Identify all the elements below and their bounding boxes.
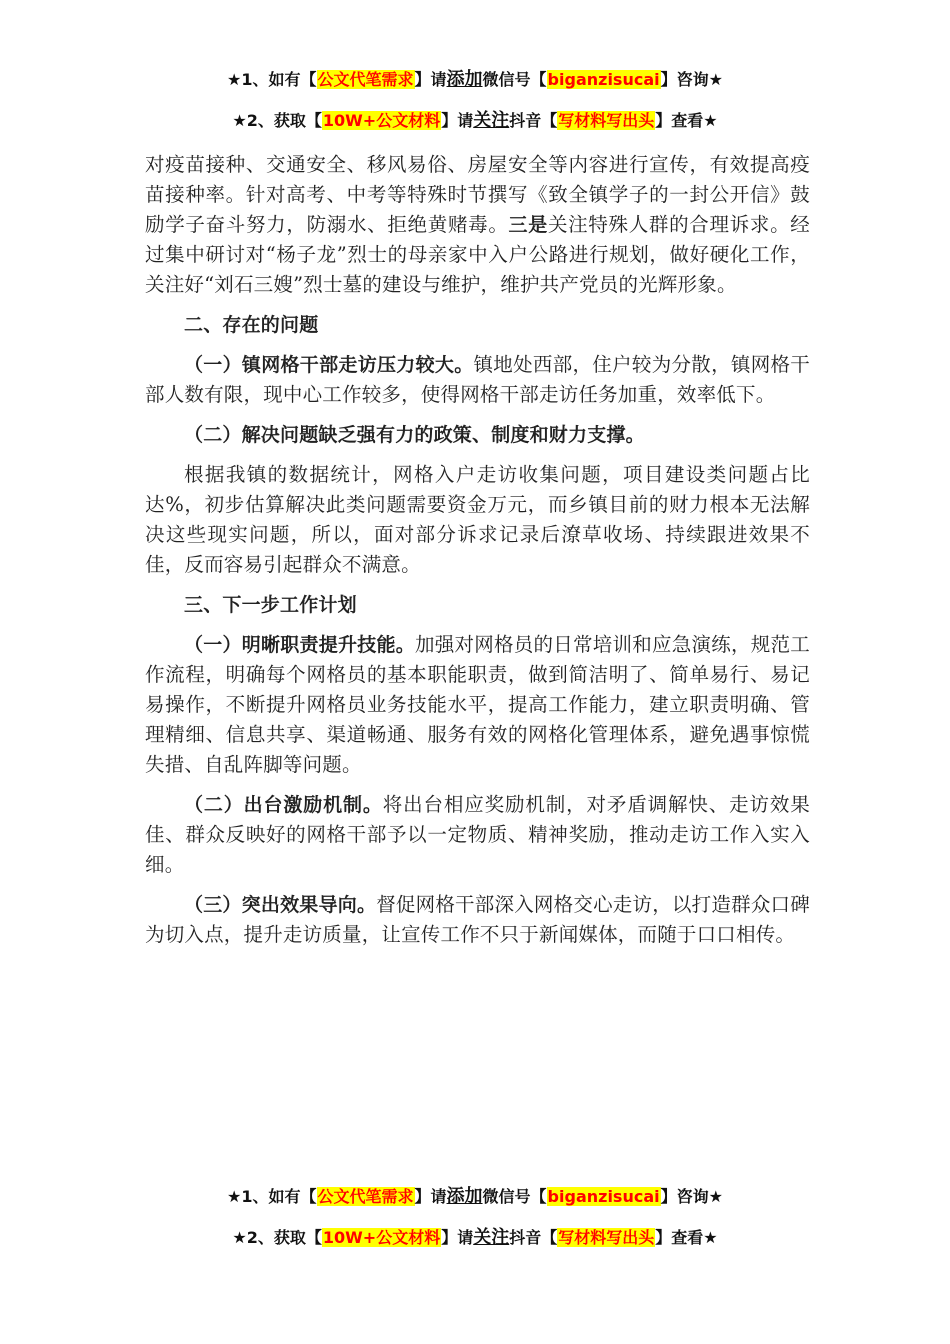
highlight-service: 公文代笔需求 xyxy=(317,1187,414,1206)
problem-item-1 xyxy=(145,350,810,410)
banner-text: 】请 xyxy=(441,111,474,130)
banner-text: 抖音【 xyxy=(509,111,558,130)
item-text: 将出台相应奖励机制，对矛盾调解快、走访效果佳、群众反映好的网格干部予以一定物质、精神奖励，推动走访工作入实入细。 xyxy=(145,793,810,876)
highlight-materials: 10W+公文材料 xyxy=(322,1228,441,1247)
footer-banner-line-2 xyxy=(0,1227,950,1249)
document-body xyxy=(145,150,810,950)
problem-item-2-text: 根据我镇的数据统计，网格入户走访收集问题，项目建设类问题占比达%，初步估算解决此类问题需要资金万元，而乡镇目前的财力根本无法解决这些现实问题，所以，面对部分诉求记录后潦草收场、持续跟进效果不佳，反而容易引起群众不满意。 xyxy=(145,463,810,576)
plan-item-2 xyxy=(145,790,810,880)
underlined-action: 关注 xyxy=(473,1227,510,1248)
underlined-action: 添加 xyxy=(446,69,483,90)
item-text: 镇地处西部，住户较为分散，镇网格干部人数有限，现中心工作较多，使得网格干部走访任务加重，效率低下。 xyxy=(145,353,810,406)
banner-text: ★1、如有【 xyxy=(227,70,317,89)
highlight-wechat-id: biganzisucai xyxy=(547,1187,660,1206)
item-title: （二）出台激励机制。 xyxy=(184,794,383,816)
header-banner-line-2 xyxy=(0,110,950,132)
highlight-wechat-id: biganzisucai xyxy=(547,70,660,89)
highlight-service: 公文代笔需求 xyxy=(317,70,414,89)
header-banner-line-1 xyxy=(0,69,950,91)
underlined-action: 关注 xyxy=(473,110,510,131)
bold-lead: 三是 xyxy=(508,214,548,236)
banner-text: 】查看★ xyxy=(655,111,718,130)
underlined-action: 添加 xyxy=(446,1186,483,1207)
banner-text: ★2、获取【 xyxy=(232,1228,322,1247)
paragraph-text: 关注特殊人群的合理诉求。经过集中研讨对“杨子龙”烈士的母亲家中入户公路进行规划，做好硬化工作，关注好“刘石三嫂”烈士墓的建设与维护，维护共产党员的光辉形象。 xyxy=(145,213,810,296)
item-title: （一）镇网格干部走访压力较大。 xyxy=(184,354,474,376)
section-title-next-steps: 三、下一步工作计划 xyxy=(184,594,357,616)
paragraph-text: 对疫苗接种、交通安全、移风易俗、房屋安全等内容进行宣传，有效提高疫苗接种率。针对高考、中考等特殊时节撰写《致全镇学子的一封公开信》鼓励学子奋斗努力，防溺水、拒绝黄赌毒。 xyxy=(145,153,810,236)
banner-text: 抖音【 xyxy=(509,1228,558,1247)
plan-item-1 xyxy=(145,630,810,780)
item-text: 督促网格干部深入网格交心走访，以打造群众口碑为切入点，提升走访质量，让宣传工作不只于新闻媒体，而随于口口相传。 xyxy=(145,893,810,946)
banner-text: 】咨询★ xyxy=(660,1187,723,1206)
problem-item-2-title: （二）解决问题缺乏强有力的政策、制度和财力支撑。 xyxy=(184,424,645,446)
banner-text: 】请 xyxy=(441,1228,474,1247)
banner-text: 】请 xyxy=(414,70,447,89)
banner-text: 微信号【 xyxy=(482,70,547,89)
section-title-problems: 二、存在的问题 xyxy=(184,314,319,336)
highlight-douyin-account: 写材料写出头 xyxy=(558,1228,655,1247)
banner-text: ★1、如有【 xyxy=(227,1187,317,1206)
banner-text: 】查看★ xyxy=(655,1228,718,1247)
highlight-materials: 10W+公文材料 xyxy=(322,111,441,130)
banner-text: 微信号【 xyxy=(482,1187,547,1206)
highlight-douyin-account: 写材料写出头 xyxy=(558,111,655,130)
footer-banner-line-1 xyxy=(0,1186,950,1208)
item-title: （一）明晰职责提升技能。 xyxy=(184,634,416,656)
item-title: （三）突出效果导向。 xyxy=(184,894,377,916)
banner-text: 】咨询★ xyxy=(660,70,723,89)
item-text: 加强对网格员的日常培训和应急演练，规范工作流程，明确每个网格员的基本职能职责，做到简洁明了、简单易行、易记易操作，不断提升网格员业务技能水平，提高工作能力，建立职责明确、管理精细、信息共享、渠道畅通、服务有效的网格化管理体系，避免遇事惊慌失措、自乱阵脚等问题。 xyxy=(145,633,810,776)
banner-text: ★2、获取【 xyxy=(232,111,322,130)
paragraph-continued xyxy=(145,150,810,300)
plan-item-3 xyxy=(145,890,810,950)
banner-text: 】请 xyxy=(414,1187,447,1206)
